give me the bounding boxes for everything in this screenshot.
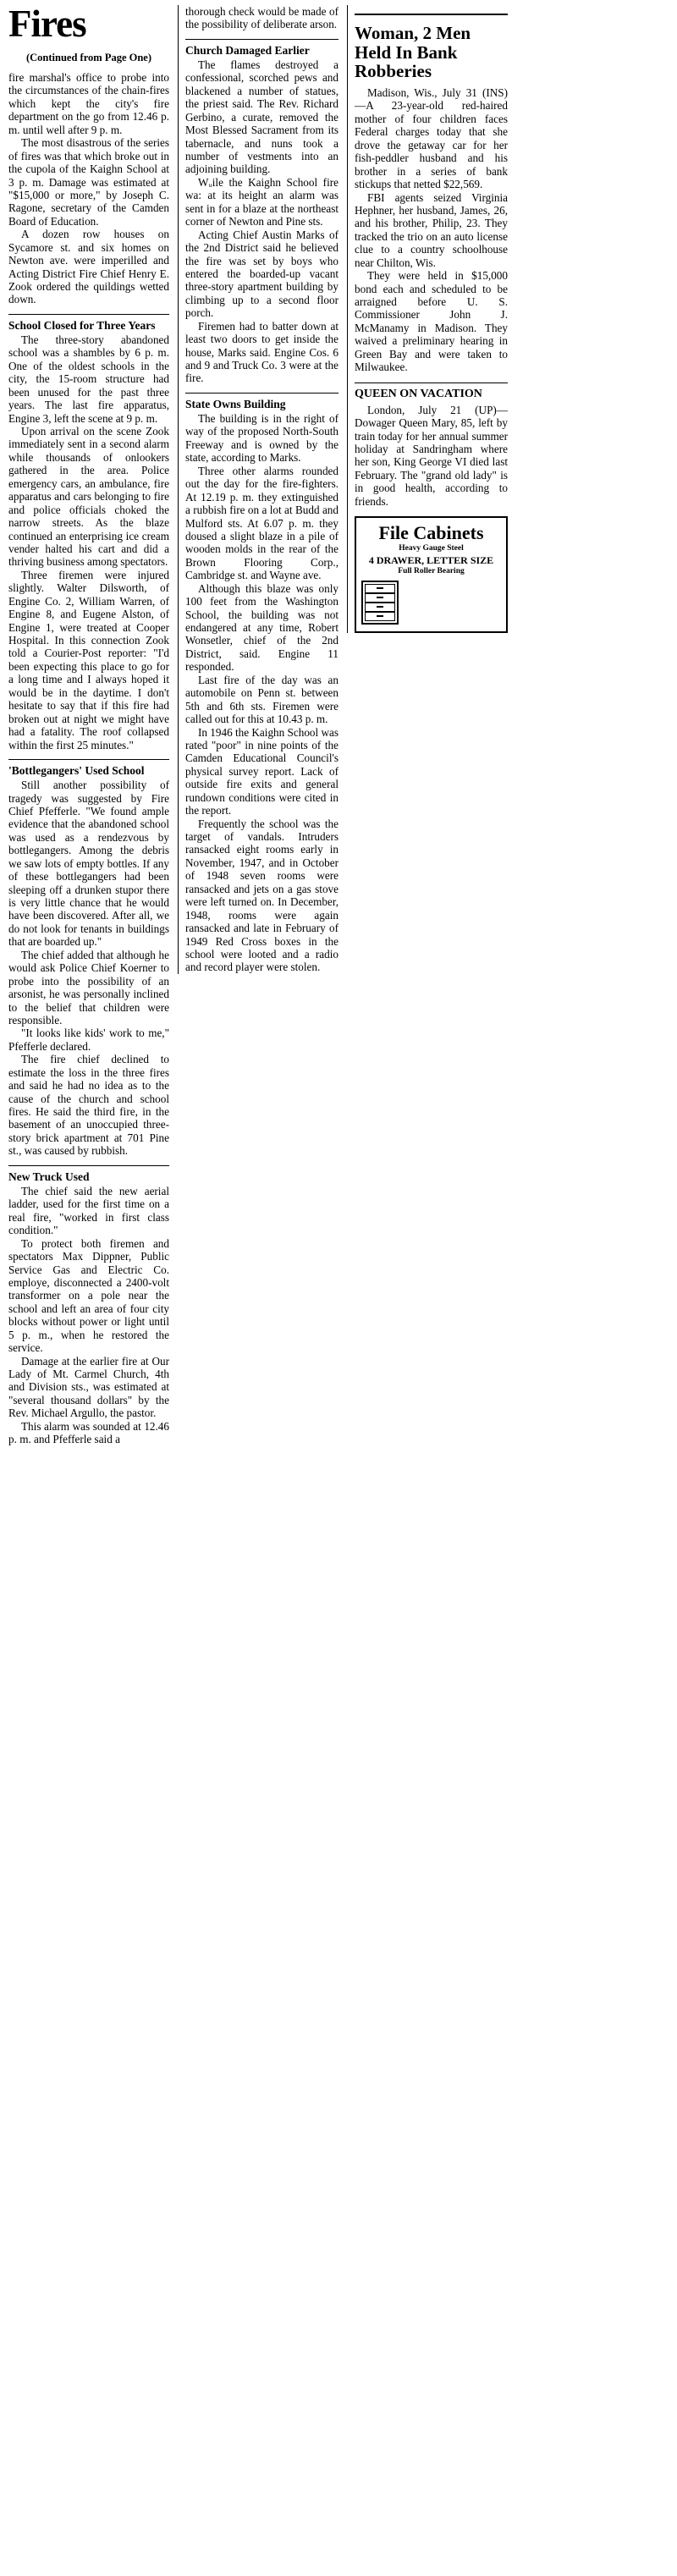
article-paragraph: Wᵤile the Kaighn School fire wa: at its height an alarm was sent in for a blaze at the northeast corner of Newton and Pine sts. [185, 175, 338, 228]
article-paragraph: Firemen had to batter down at least two doors to get inside the house, Marks said. Engine Cos. 6 and 9 and Truck Co. 3 were at the fire. [185, 319, 338, 385]
subhead-bottlegangers: 'Bottlegangers' Used School [8, 759, 169, 777]
article-paragraph: This alarm was sounded at 12.46 p. m. and Pfefferle said a [8, 1419, 169, 1446]
article-paragraph: The fire chief declined to estimate the loss in the three fires and said he had no idea as to the cause of the church and school fires. He said the third fire, in the basement of an unoccupied three-story brick apartment at 701 Pine st., was caused by rubbish. [8, 1053, 169, 1158]
article-paragraph: fire marshal's office to probe into the circumstances of the chain-fires which kept the city's fire department on the go from 12.46 p. m. until well after 9 p. m. [8, 71, 169, 136]
ad-specs [361, 544, 501, 577]
article-paragraph: The most disastrous of the series of fires was that which broke out in the cupola of the Kaighn School at 3 p. m. Damage was estimated at "$15,000 or more," by Joseph C. Ragone, secretary of the Camden Board of Education. [8, 136, 169, 228]
subhead-church-damaged: Church Damaged Earlier [185, 39, 338, 57]
advertisement-file-cabinets[interactable] [355, 516, 508, 633]
headline-bank-robberies: Woman, 2 Men Held In Bank Robberies [355, 23, 471, 82]
article-paragraph: London, July 21 (UP)—Dowager Queen Mary, 85, left by train today for her annual summer holiday at Sandringham where her son, King George VI died last February. The "grand old lady" is in good health, according to friends. [355, 403, 508, 508]
article-paragraph: FBI agents seized Virginia Hephner, her husband, James, 26, and his brother, Philip, 23. They tracked the trio on an auto license clue to a country schoolhouse near Chilton, Wis. [355, 190, 508, 269]
article-paragraph: The flames destroyed a confessional, scorched pews and blackened a number of statues, the priest said. The Rev. Richard Gerbino, a curate, removed the Most Blessed Sacrament from its tabernacle, and nuns took a number of vestments into an adjoining building. [185, 58, 338, 176]
subhead-queen-on-vacation: QUEEN ON VACATION [355, 383, 508, 401]
columns-container [8, 5, 669, 2576]
subhead-state-owns-building: State Owns Building [185, 393, 338, 410]
continued-from-line: (Continued from Page One) [25, 52, 152, 63]
masthead-title: Fires [8, 3, 86, 45]
article-paragraph: Madison, Wis., July 31 (INS)—A 23-year-old red-haired mother of four children faces Federal charges today that she drove the getaway car for her fish-peddler husband and his brother in a series of bank stickups that netted $22,569. [355, 86, 508, 191]
column-two [178, 5, 347, 974]
article-paragraph: Frequently the school was the target of vandals. Intruders ransacked eight rooms early in November, 1947, and in October of 1948 seven rooms were ransacked and jets on a gas stove were left turned on. In December, 1948, rooms were again ransacked and late in February of 1949 Red Cross boxes in the school were looted and a radio and record player were stolen. [185, 817, 338, 974]
article-paragraph: To protect both firemen and spectators Max Dippner, Public Service Gas and Electric Co. employe, disconnected a 2400-volt transformer on a pole near the school and left an area of four city blocks without power or light until 5 p. m., when he restored the service. [8, 1236, 169, 1355]
article-paragraph: A dozen row houses on Sycamore st. and six homes on Newton ave. were imperilled and Acting District Fire Chief Henry E. Zook ordered the quildings wetted down. [8, 228, 169, 306]
article-paragraph: Damage at the earlier fire at Our Lady of Mt. Carmel Church, 4th and Division sts., was estimated at "several thousand dollars" by the Rev. Michael Argullo, the pastor. [8, 1354, 169, 1420]
article-paragraph: Still another possibility of tragedy was suggested by Fire Chief Pfefferle. "We found ample evidence that the abandoned school was used as a rendezvous by bottlegangers. Among the debris we saw lots of empty bottles. If any of these bottlegangers had been sleeping off a drunken stupor there is very little chance that he would have been discovered. After all, we do not look for tenants in buildings that are boarded up." [8, 779, 169, 949]
rule-divider [355, 14, 508, 15]
article-paragraph: The chief said the new aerial ladder, used for the first time on a real fire, "worked in first class condition." [8, 1184, 169, 1237]
article-paragraph: The three-story abandoned school was a shambles by 6 p. m. One of the oldest schools in the city, the 15-room structure had been unused for the past three years. The last fire apparatus, Engine 3, left the scene at 9 p. m. [8, 333, 169, 425]
ad-spec-line-1: Heavy Gauge Steel [399, 544, 464, 553]
article-paragraph: Acting Chief Austin Marks of the 2nd District said he believed the fire was set by boys who entered the boarded-up vacant three-story apartment building by climbing up to a second floor porch. [185, 228, 338, 320]
ad-title: File Cabinets [378, 522, 484, 544]
article-paragraph: They were held in $15,000 bond each and scheduled to be arraigned before U. S. Commissioner John J. McManamy in Madison. They waived a preliminary hearing in Green Bay and were taken to Milwaukee. [355, 269, 508, 374]
article-paragraph: Upon arrival on the scene Zook immediately sent in a second alarm while thousands of onlookers gathered in the area. Police emergency cars, an ambulance, fire apparatus and cars belonging to fire and police officials choked the narrow streets. As the blaze continued an enterprising ice cream vender halted his cart and did a thriving business among spectators. [8, 425, 169, 569]
article-paragraph: Three other alarms rounded out the day for the fire-fighters. At 12.19 p. m. they extinguished a rubbish fire on a lot at Budd and Mulford sts. At 6.07 p. m. they doused a slight blaze in a pile of wooden molds in the rear of the Brown Flooring Corp., Cambridge st. and Wayne ave. [185, 464, 338, 582]
article-paragraph: Although this blaze was only 100 feet from the Washington School, the building was not endangered at any time, Robert Wonsetler, chief of the 2nd District, said. Engine 11 responded. [185, 581, 338, 674]
article-paragraph: Three firemen were injured slightly. Walter Dilsworth, of Engine Co. 2, William Warren, of Engine 8, and Eugene Alston, of Engine 1, were treated at Cooper Hospital. In this connection Zook told a Courier-Post reporter: "I'd been expecting this place to go for a long time and I always hoped it would be in the daytime. I don't hesitate to say that if this fire had broken out at night we might have had a fatality. The roof collapsed within the first 25 minutes." [8, 568, 169, 751]
article-paragraph: The chief added that although he would ask Police Chief Koerner to probe into the possibility of an arsonist, he was personally inclined to the belief that children were responsible. [8, 948, 169, 1027]
article-paragraph: Last fire of the day was an automobile on Penn st. between 5th and 6th sts. Firemen were called out for this at 10.43 p. m. [185, 673, 338, 726]
article-paragraph: In 1946 the Kaighn School was rated "poor" in nine points of the Camden Educational Council's physical survey report. Lack of outside fire exits and general rundown conditions were cited in the report. [185, 725, 338, 817]
article-paragraph: thorough check would be made of the possibility of deliberate arson. [185, 5, 338, 31]
ad-spec-line-3: Full Roller Bearing [398, 567, 465, 576]
article-paragraph: "It looks like kids' work to me," Pfefferle declared. [8, 1027, 169, 1053]
subhead-school-closed: School Closed for Three Years [8, 314, 169, 332]
article-paragraph: The building is in the right of way of the proposed North-South Freeway and is owned by the state, according to Marks. [185, 412, 338, 465]
subhead-new-truck: New Truck Used [8, 1165, 169, 1183]
ad-illustration-row [361, 581, 501, 625]
column-three [347, 5, 516, 633]
ad-spec-line-2: 4 DRAWER, LETTER SIZE [368, 554, 494, 567]
column-one [8, 5, 178, 1446]
file-cabinet-icon [361, 581, 399, 625]
